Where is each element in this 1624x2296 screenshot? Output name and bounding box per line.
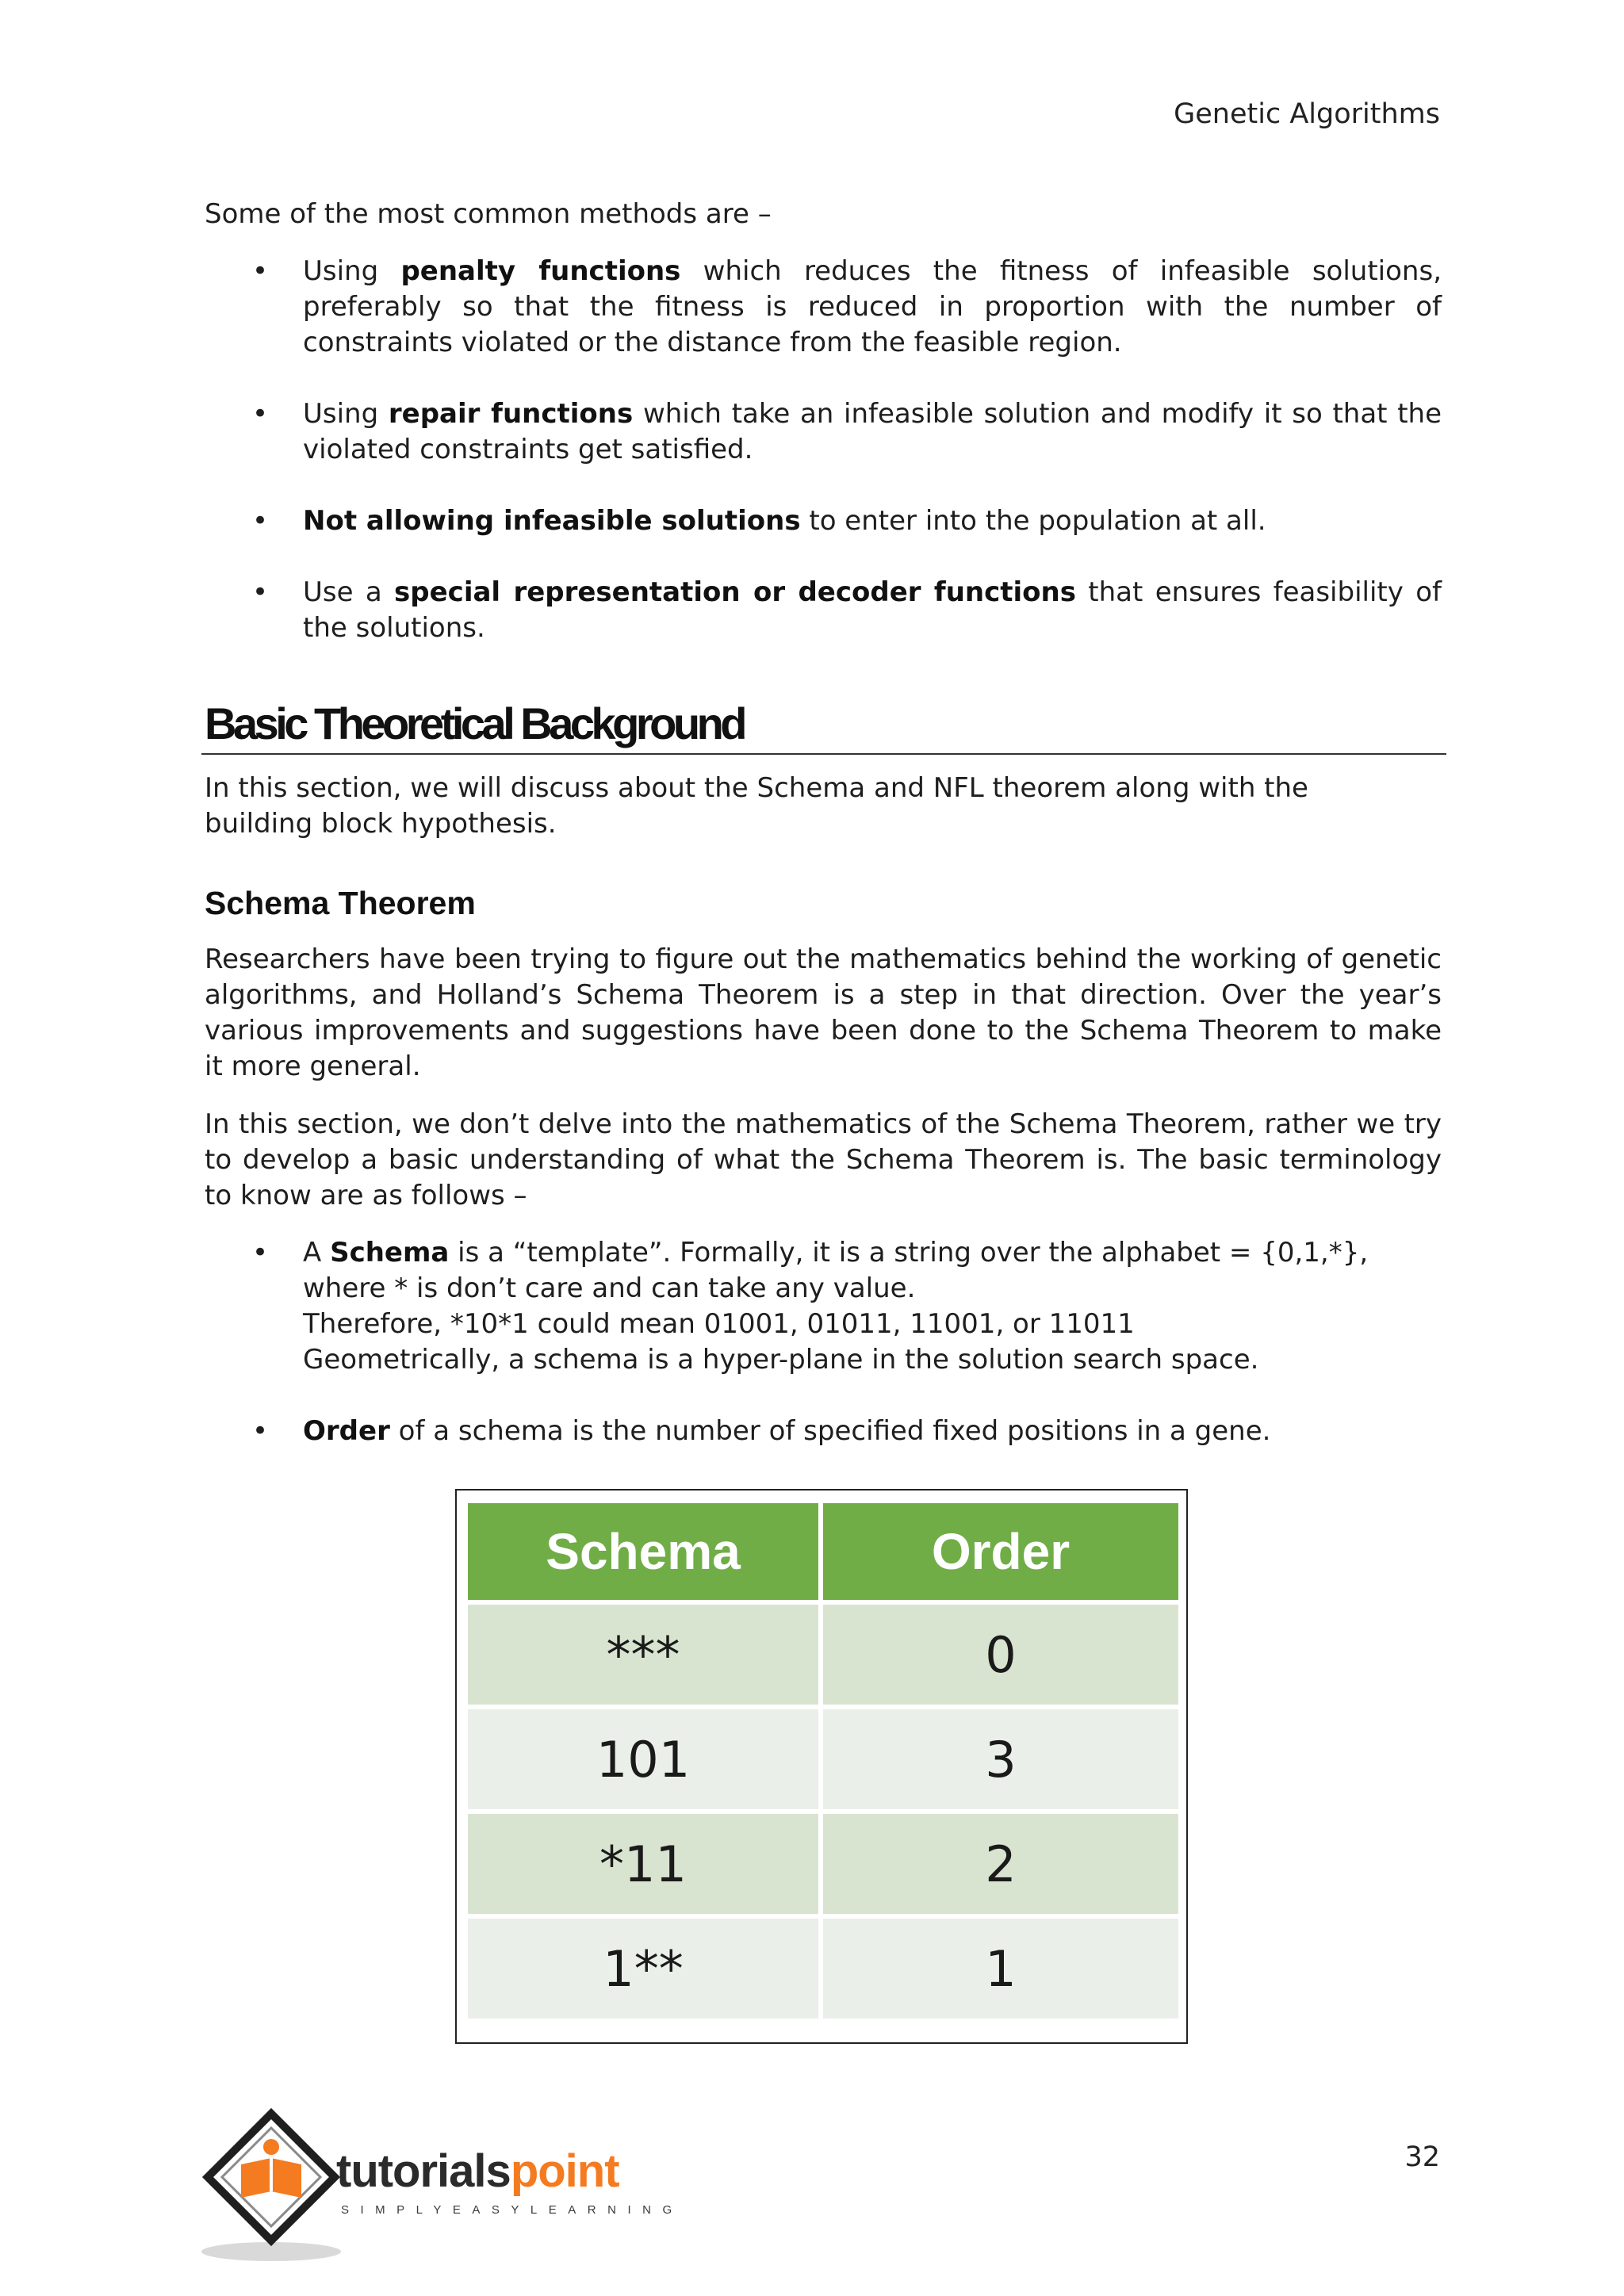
methods-intro: Some of the most common methods are – xyxy=(205,198,772,230)
schema-cell: 1** xyxy=(468,1919,818,2019)
order-cell: 3 xyxy=(823,1709,1178,1809)
bullet-icon: • xyxy=(252,1415,269,1447)
order-cell: 0 xyxy=(823,1605,1178,1705)
logo-wordmark: tutorialspoint xyxy=(336,2145,619,2197)
column-header-order: Order xyxy=(823,1503,1178,1600)
section-intro: In this section, we will discuss about the Schema and NFL theorem along with the building block hypothesis. xyxy=(205,772,1308,840)
list-item: • A Schema is a “template”. Formally, it is a string over the alphabet = {0,1,*}, where * is don’t care and can take any value. Therefore, *10*1 could mean 01001, 01011, 11001, or 11011 Geometrically, a schema is a hyper-plane in the solution search space. xyxy=(252,1237,1369,1376)
bullet-icon: • xyxy=(252,398,269,430)
methods-list xyxy=(252,254,1442,682)
schema-cell: *** xyxy=(468,1605,818,1705)
order-cell: 2 xyxy=(823,1814,1178,1914)
table-row xyxy=(468,1919,1178,2019)
heading-rule xyxy=(201,753,1446,755)
bullet-icon: • xyxy=(252,576,269,608)
schema-cell: 101 xyxy=(468,1709,818,1809)
table-row xyxy=(468,1605,1178,1705)
order-cell: 1 xyxy=(823,1919,1178,2019)
column-header-schema: Schema xyxy=(468,1503,818,1600)
table-row xyxy=(468,1709,1178,1809)
tutorialspoint-logo xyxy=(200,2109,684,2267)
logo-tagline: SIMPLYEASYLEARNING xyxy=(341,2203,684,2217)
table-row xyxy=(468,1814,1178,1914)
bullet-icon: • xyxy=(252,1237,269,1269)
list-item: • Using penalty functions which reduces the fitness of infeasible solutions, preferably so that the fitness is reduced in proportion with the number of constraints violated or the distance from the feasible region. xyxy=(252,255,1442,358)
terms-list xyxy=(252,1235,1442,1485)
schema-cell: *11 xyxy=(468,1814,818,1914)
schema-order-table-figure xyxy=(455,1489,1188,2044)
bullet-icon: • xyxy=(252,505,269,537)
page-number: 32 xyxy=(1404,2141,1440,2173)
list-item: • Use a special representation or decoder functions that ensures feasibility of the solutions. xyxy=(252,576,1442,644)
list-item: • Order of a schema is the number of specified fixed positions in a gene. xyxy=(255,1414,1442,1449)
list-item: • Using repair functions which take an infeasible solution and modify it so that the violated constraints get satisfied. xyxy=(252,398,1442,465)
schema-paragraph-2: In this section, we don’t delve into the mathematics of the Schema Theorem, rather we try to develop a basic understanding of what the Schema Theorem is. The basic terminology to know are as follows – xyxy=(205,1108,1442,1211)
list-item: • Not allowing infeasible solutions to enter into the population at all. xyxy=(255,503,1442,539)
table-header-row xyxy=(468,1503,1178,1600)
schema-paragraph-1: Researchers have been trying to figure out the mathematics behind the working of genetic algorithms, and Holland’s Schema Theorem is a step in that direction. Over the year’s various improvements and suggestions have been done to the Schema Theorem to make it more general. xyxy=(205,943,1442,1082)
section-heading: Basic Theoretical Background xyxy=(205,698,745,748)
schema-order-table xyxy=(463,1498,1183,2023)
subsection-heading: Schema Theorem xyxy=(205,885,476,921)
bullet-icon: • xyxy=(252,255,269,287)
logo-head-icon xyxy=(263,2139,279,2155)
running-header: Genetic Algorithms xyxy=(1174,98,1440,130)
